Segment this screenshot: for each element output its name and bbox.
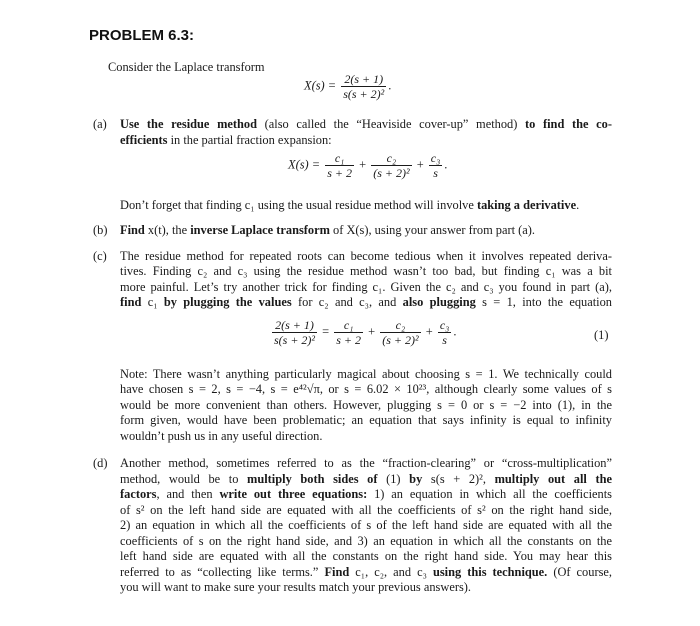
part-c-label: (c) (93, 249, 107, 263)
part-c-note-line5: wouldn’t push us in any useful direction. (120, 429, 323, 443)
problem-title: PROBLEM 6.3: (89, 27, 195, 44)
part-a-line2: efficients in the partial fraction expansion: (120, 133, 332, 147)
part-a-label: (a) (93, 117, 107, 131)
part-b-label: (b) (93, 223, 108, 237)
part-d-line7: left hand side are equated with all the constants on the right hand side. You may hear this (120, 549, 612, 563)
part-b-text: Find x(t), the inverse Laplace transform of X(s), using your answer from part (a). (120, 223, 536, 237)
part-d-label: (d) (93, 456, 108, 470)
part-c-note-line1: Note: There wasn’t anything particularly magical about choosing s = 1. We technically could (120, 367, 612, 381)
intro-text: Consider the Laplace transform (108, 60, 265, 74)
part-c-note-line2: have chosen s = 2, s = −4, s = e⁴²√π, or s = 6.02 × 10²³, although clearly some values of s (120, 382, 612, 396)
equation-1: $\frac{2(s + 1)}{\text{s(s + 2)²}}$ = $\frac{\text{c₁}}{s + 2}$ + $\frac{\text{c₂}}{\text{(s + 2)²}}$ + $\frac{\text{c₃}}{s}$ . (274, 318, 457, 347)
part-c-line4: find c₁ by plugging the values for c₂ and c₃, and also plugging s = 1, into the equation (120, 295, 612, 309)
part-c-line3: more painful. Let’s try another trick for finding c₁. Given the c₂ and c₃ you found in part (a), (120, 280, 612, 294)
main-equation: X(s) = $\frac{2(s + 1)}{\text{s(s + 2)²}}$ . (304, 72, 392, 101)
part-d-line4: of s² on the left hand side are equated with all the coefficients of s² on the right hand side, (120, 503, 612, 517)
part-a-note: Don’t forget that finding c₁ using the usual residue method will involve taking a derivative. (120, 198, 580, 212)
part-c-note-line3: would be more convenient than others. However, plugging s = 0 or s = −2 into (1), in the (120, 398, 612, 412)
part-d-line5: 2) an equation in which all the coefficients of s of the left hand side are equated with all the (120, 518, 612, 532)
part-d-line3: factors, and then write out three equations: 1) an equation in which all the coefficients (120, 487, 612, 501)
part-d-line8: referred to as “collecting like terms.” Find c₁, c₂, and c₃ using this technique. (Of course, (120, 565, 612, 579)
part-d-line2: method, would be to multiply both sides of (1) by s(s + 2)², multiply out all the (120, 472, 612, 486)
part-d-line9: you will want to make sure your results match your previous answers). (120, 580, 471, 594)
partial-fraction-equation: X(s) = $\frac{\text{c₁}}{s + 2}$ + $\frac{\text{c₂}}{\text{(s + 2)²}}$ + $\frac{\text{c₃}}{s}$ . (288, 151, 448, 180)
part-c-note-line4: form given, would have been problematic; an equation that says infinity is equal to infinity (120, 413, 612, 427)
equation-number: (1) (594, 328, 609, 342)
part-d-line6: coefficients of s on the right hand side, and 3) an equation in which all the constants on the (120, 534, 612, 548)
main-fraction: $\frac{2(s + 1)}{\text{s(s + 2)²}}$ (343, 72, 385, 101)
part-c-line1: The residue method for repeated roots can become tedious when it involves repeated deriva- (120, 249, 612, 263)
part-d-line1: Another method, sometimes referred to as the “fraction-clearing” or “cross-multiplication” (120, 456, 612, 470)
part-a-line1: Use the residue method (also called the “Heaviside cover-up” method) to find the co- (120, 117, 612, 131)
part-c-line2: tives. Finding c₂ and c₃ using the residue method wasn’t too bad, but finding c₁ was a bit (120, 264, 612, 278)
